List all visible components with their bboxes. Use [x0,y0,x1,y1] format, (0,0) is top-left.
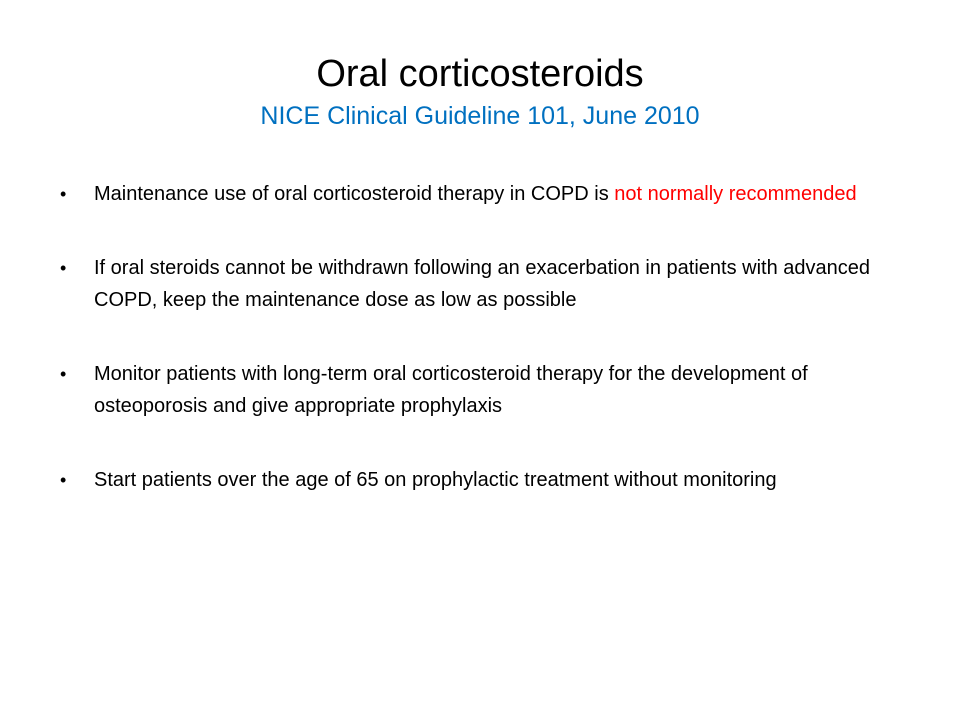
bullet-item [60,464,880,496]
bullet-emphasis: not normally recommended [614,183,857,205]
title-block [60,52,900,132]
bullet-icon: • [60,258,67,278]
bullet-icon: • [60,364,67,384]
bullet-list [60,178,880,538]
bullet-item [60,252,880,316]
bullet-item [60,178,880,210]
bullet-icon: • [60,184,67,204]
bullet-item [60,358,880,422]
bullet-text: If oral steroids cannot be withdrawn following an exacerbation in patients with advanced COPD, keep the maintenance dose as low as possible [94,257,871,311]
bullet-text: Start patients over the age of 65 on prophylactic treatment without monitoring [94,469,777,491]
slide-title: Oral corticosteroids [316,53,644,95]
slide-subtitle: NICE Clinical Guideline 101, June 2010 [260,102,700,130]
bullet-text: Monitor patients with long-term oral corticosteroid therapy for the development of osteoporosis and give appropriate prophylaxis [94,363,808,417]
bullet-icon: • [60,470,67,490]
bullet-text: Maintenance use of oral corticosteroid therapy in COPD is [94,183,615,205]
